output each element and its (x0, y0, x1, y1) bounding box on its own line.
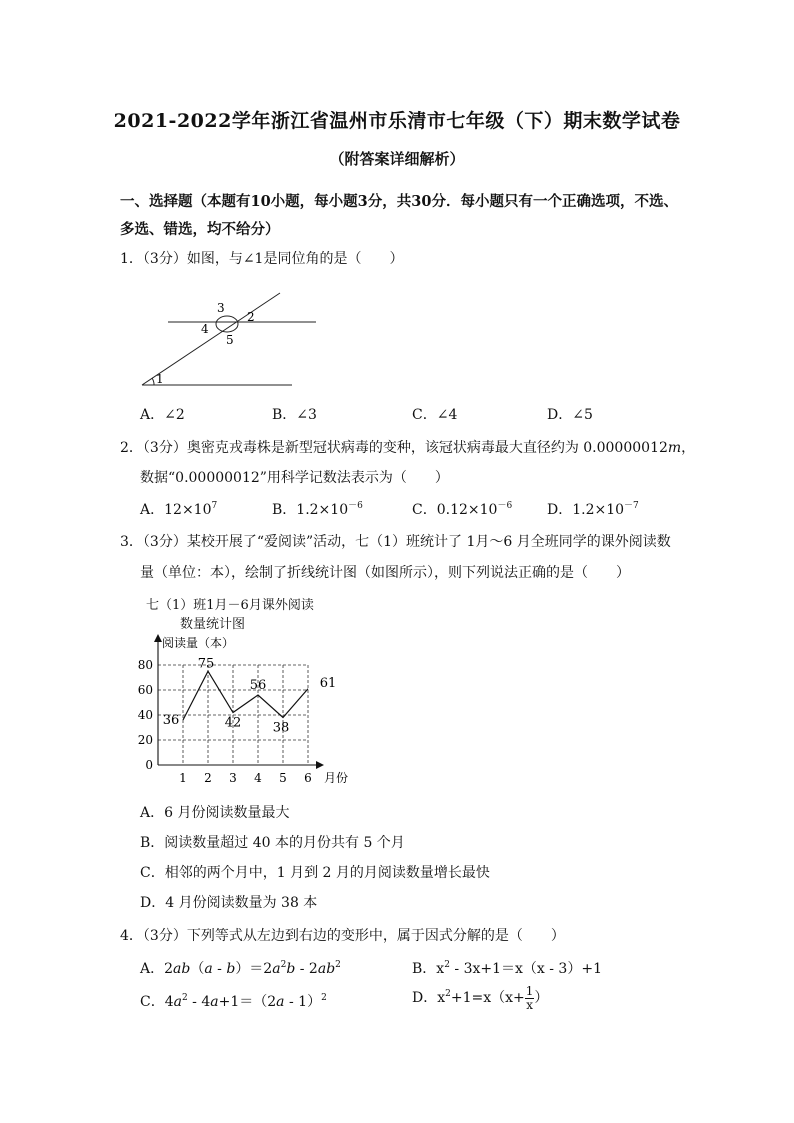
chart-series (183, 671, 308, 720)
q1-angle-figure (130, 285, 330, 395)
q1-option-d: D．∠5 (547, 407, 593, 423)
q4-option-d: D．$x^2+1=x(x+$ $\frac{1}{x}$ ） (412, 984, 549, 1012)
x-axis-arrow (316, 761, 324, 769)
q4-option-a: A．$2ab(a - b)=2a^2b - 2ab^2$ (140, 960, 341, 977)
chart-y-axis-label: 阅读量（本） (162, 636, 235, 650)
chart-subtitle: 数量统计图 (180, 617, 246, 632)
q2-stem-line1 (120, 437, 695, 457)
q2-option-a: A．$12\times 10^7$ (140, 501, 218, 518)
chart-data-labels (163, 656, 337, 735)
q1-option-a: A．∠2 (140, 407, 185, 423)
angle-label-1: 1 (156, 372, 164, 386)
y-tick-label-0: 0 (145, 758, 153, 772)
q2-stem-line2: 数据“0.00000012”用科学记数法表示为（ ） (140, 470, 449, 486)
angle-label-2: 2 (247, 310, 255, 324)
x-tick-label-3: 3 (229, 771, 237, 785)
q4-stem: 4．（3分）下列等式从左边到右边的变形中，属于因式分解的是（ ） (120, 928, 565, 944)
data-label-month-5: 38 (272, 720, 290, 736)
data-label-month-6: 61 (319, 675, 337, 691)
q1-stem: 1．（3分）如图，与∠1是同位角的是（ ） (120, 251, 404, 267)
q1-option-b: B．∠3 (272, 407, 317, 423)
data-label-month-2: 75 (197, 656, 215, 672)
page-title: 2021-2022学年浙江省温州市乐清市七年级（下）期末数学试卷 (113, 110, 681, 132)
q2-stem-text: 2．（3分）奥密克戎毒株是新型冠状病毒的变种，该冠状病毒最大直径约为 0.00000012 (120, 440, 668, 456)
data-label-month-1: 36 (162, 713, 180, 728)
angle-arc-mark (216, 316, 238, 332)
q3-option-c: C．相邻的两个月中，1 月到 2 月的月阅读数量增长最快 (140, 865, 490, 881)
q2-stem-unit: m (667, 440, 682, 456)
q2-option-c: C．$0.12\times 10^{-6}$ (412, 501, 513, 518)
q3-option-d: D．4 月份阅读数量为 38 本 (140, 895, 318, 911)
q4-option-b: B．$x^2 - 3x+1=x(x - 3)+1$ (412, 960, 602, 977)
section-heading-line2: 多选、错选，均不给分） (120, 221, 280, 238)
chart-axes (154, 634, 324, 769)
y-tick-label-40: 40 (137, 708, 153, 722)
reading-line-chart (130, 632, 360, 792)
fraction-one-over-x: $\frac{1}{x}$ (525, 984, 534, 1012)
angle-label-4: 4 (201, 322, 209, 336)
q2-option-b: B．$1.2\times 10^{-6}$ (272, 501, 363, 518)
q3-stem-line1: 3．（3分）某校开展了“爱阅读”活动，七（1）班统计了 1月～6 月全班同学的课外阅读数 (120, 534, 671, 550)
angle-label-5: 5 (226, 333, 234, 347)
y-tick-label-80: 80 (137, 658, 153, 672)
series-line (183, 671, 308, 720)
section-heading-line1: 一、选择题（本题有10小题，每小题3分，共30分．每小题只有一个正确选项，不选、 (120, 193, 678, 210)
x-tick-label-6: 6 (304, 771, 312, 785)
q2-option-d: D．$1.2\times 10^{-7}$ (547, 501, 639, 518)
q3-stem-line2: 量（单位：本），绘制了折线统计图（如图所示），则下列说法正确的是（ ） (140, 565, 630, 581)
angle-label-3: 3 (217, 301, 225, 315)
x-tick-label-5: 5 (279, 771, 287, 785)
chart-title: 七（1）班1月－6月课外阅读 (146, 598, 314, 613)
page-subtitle: （附答案详细解析） (329, 150, 465, 168)
x-tick-label-2: 2 (204, 771, 212, 785)
q3-option-b: B．阅读数量超过 40 本的月份共有 5 个月 (140, 835, 405, 851)
y-tick-label-20: 20 (137, 733, 153, 747)
q1-option-c: C．∠4 (412, 407, 458, 423)
angle-1-arc (152, 378, 154, 385)
x-tick-label-1: 1 (179, 771, 187, 785)
q2-stem-end: ， (681, 440, 696, 456)
chart-x-axis-label: 月份 (324, 771, 349, 785)
q4-option-c: C．$4a^2 - 4a+1=(2a - 1)^2$ (140, 993, 327, 1010)
q3-option-a: A．6 月份阅读数量最大 (140, 805, 290, 821)
y-tick-label-60: 60 (137, 683, 153, 697)
x-tick-label-4: 4 (254, 771, 262, 785)
data-label-month-3: 42 (224, 715, 242, 731)
y-axis-arrow (154, 634, 162, 642)
data-label-month-4: 56 (249, 678, 267, 693)
